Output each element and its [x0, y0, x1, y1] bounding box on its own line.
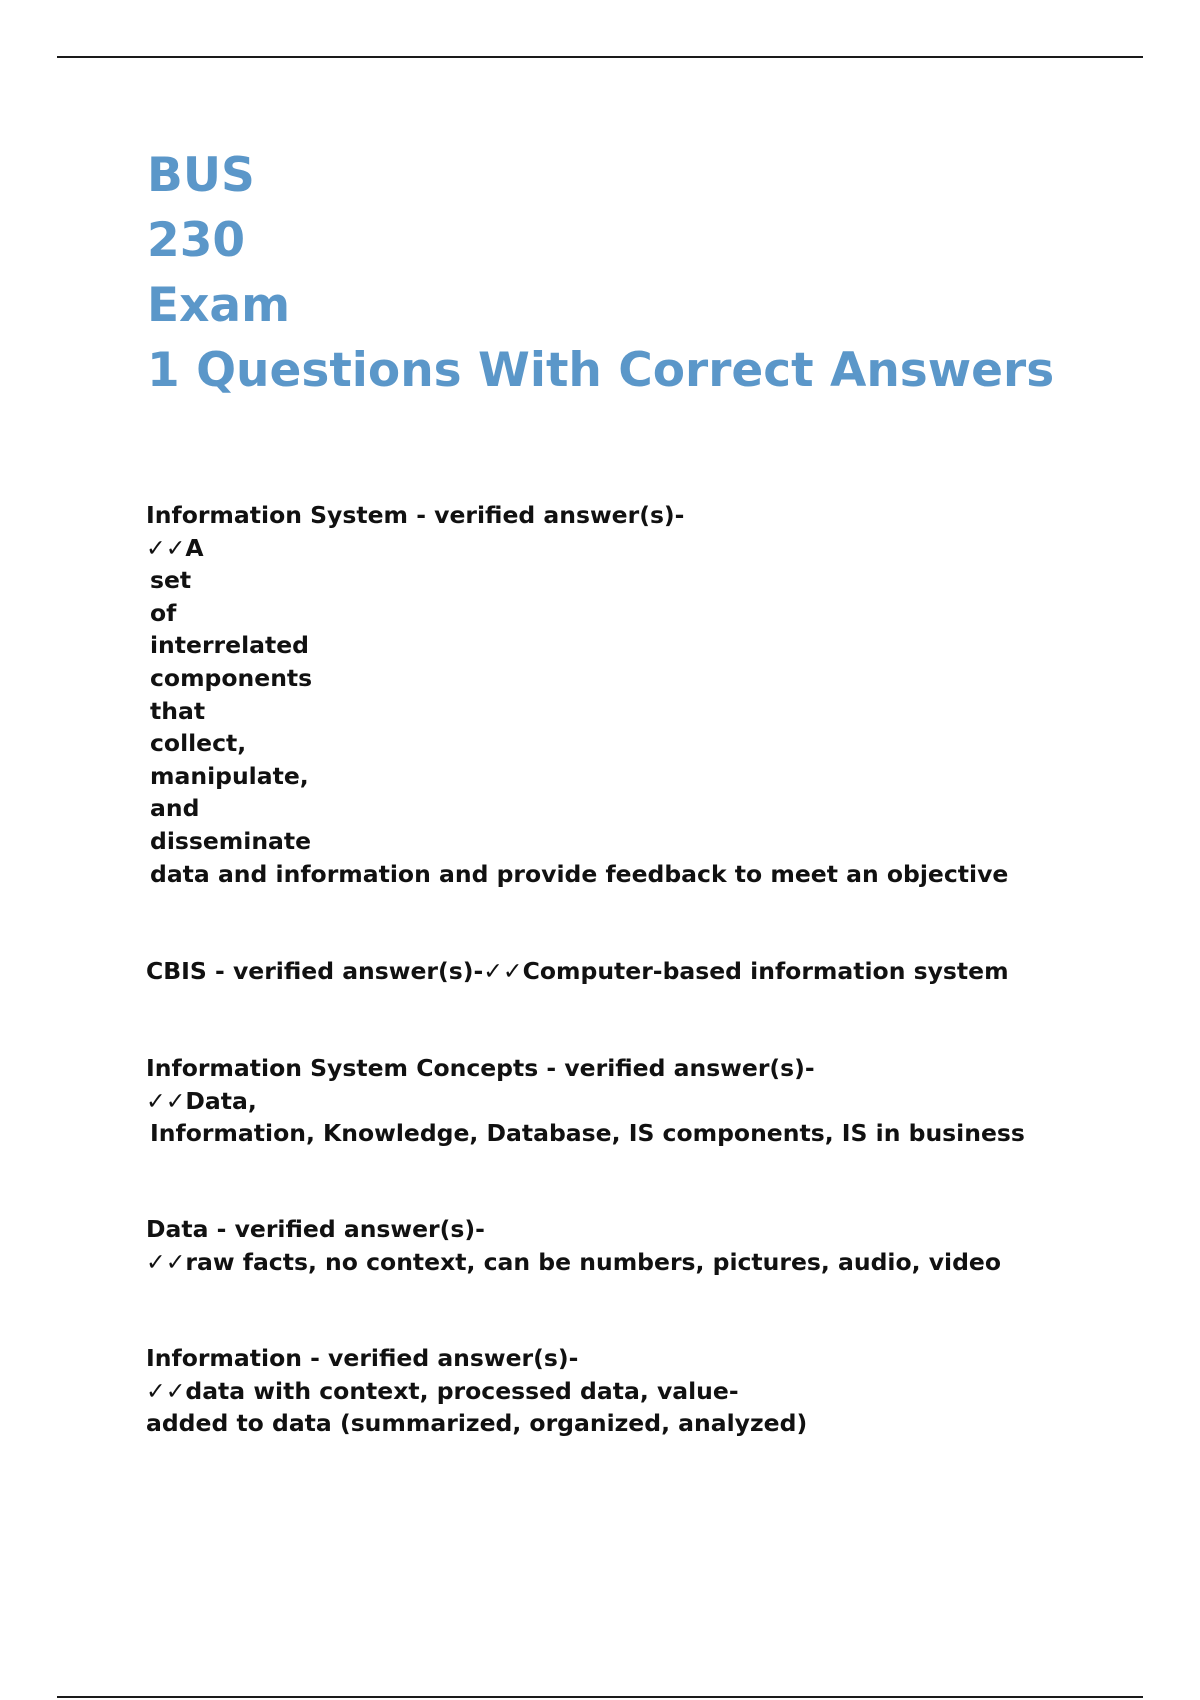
qa-item-information — [146, 1342, 1086, 1440]
qa-item-data — [146, 1213, 1086, 1278]
question-line: Information System Concepts - verified answer(s)- — [146, 1054, 815, 1082]
answer-line: interrelated — [150, 631, 309, 660]
question-line: Data - verified answer(s)- — [146, 1215, 485, 1243]
answer-line: manipulate, — [150, 761, 309, 790]
qa-item-information-system-concepts — [146, 1052, 1086, 1150]
answer-line: ✓✓A — [146, 533, 204, 562]
title-line: Exam — [147, 278, 291, 333]
question-line: CBIS - verified answer(s)-✓✓Computer-based information system — [146, 957, 1009, 985]
answer-line: set — [150, 566, 192, 595]
question-line: Information System - verified answer(s)- — [146, 501, 685, 529]
answer-line: collect, — [150, 729, 247, 758]
answer-line: ✓✓Data, — [146, 1086, 257, 1115]
answer-line: ✓✓raw facts, no context, can be numbers, pictures, audio, video — [146, 1247, 1002, 1276]
qa-item-cbis — [146, 955, 1086, 988]
answer-line: Information, Knowledge, Database, IS components, IS in business — [150, 1119, 1025, 1148]
qa-item-information-system — [146, 499, 1086, 890]
top-rule — [57, 56, 1143, 58]
answer-line: data and information and provide feedback to meet an objective — [150, 859, 1009, 888]
title-line: BUS — [147, 148, 255, 203]
answer-line: components — [150, 663, 313, 692]
title-line: 1 Questions With Correct Answers — [147, 343, 1055, 398]
answer-line: added to data (summarized, organized, analyzed) — [146, 1409, 808, 1438]
title-line: 230 — [147, 213, 246, 268]
answer-line: of — [150, 598, 177, 627]
answer-line: and — [150, 794, 200, 823]
question-line: Information - verified answer(s)- — [146, 1344, 579, 1372]
document-title — [147, 143, 1147, 403]
answer-line: that — [150, 696, 206, 725]
answer-line: disseminate — [150, 826, 312, 855]
answer-line: ✓✓data with context, processed data, value- — [146, 1376, 739, 1405]
bottom-rule — [57, 1696, 1143, 1698]
